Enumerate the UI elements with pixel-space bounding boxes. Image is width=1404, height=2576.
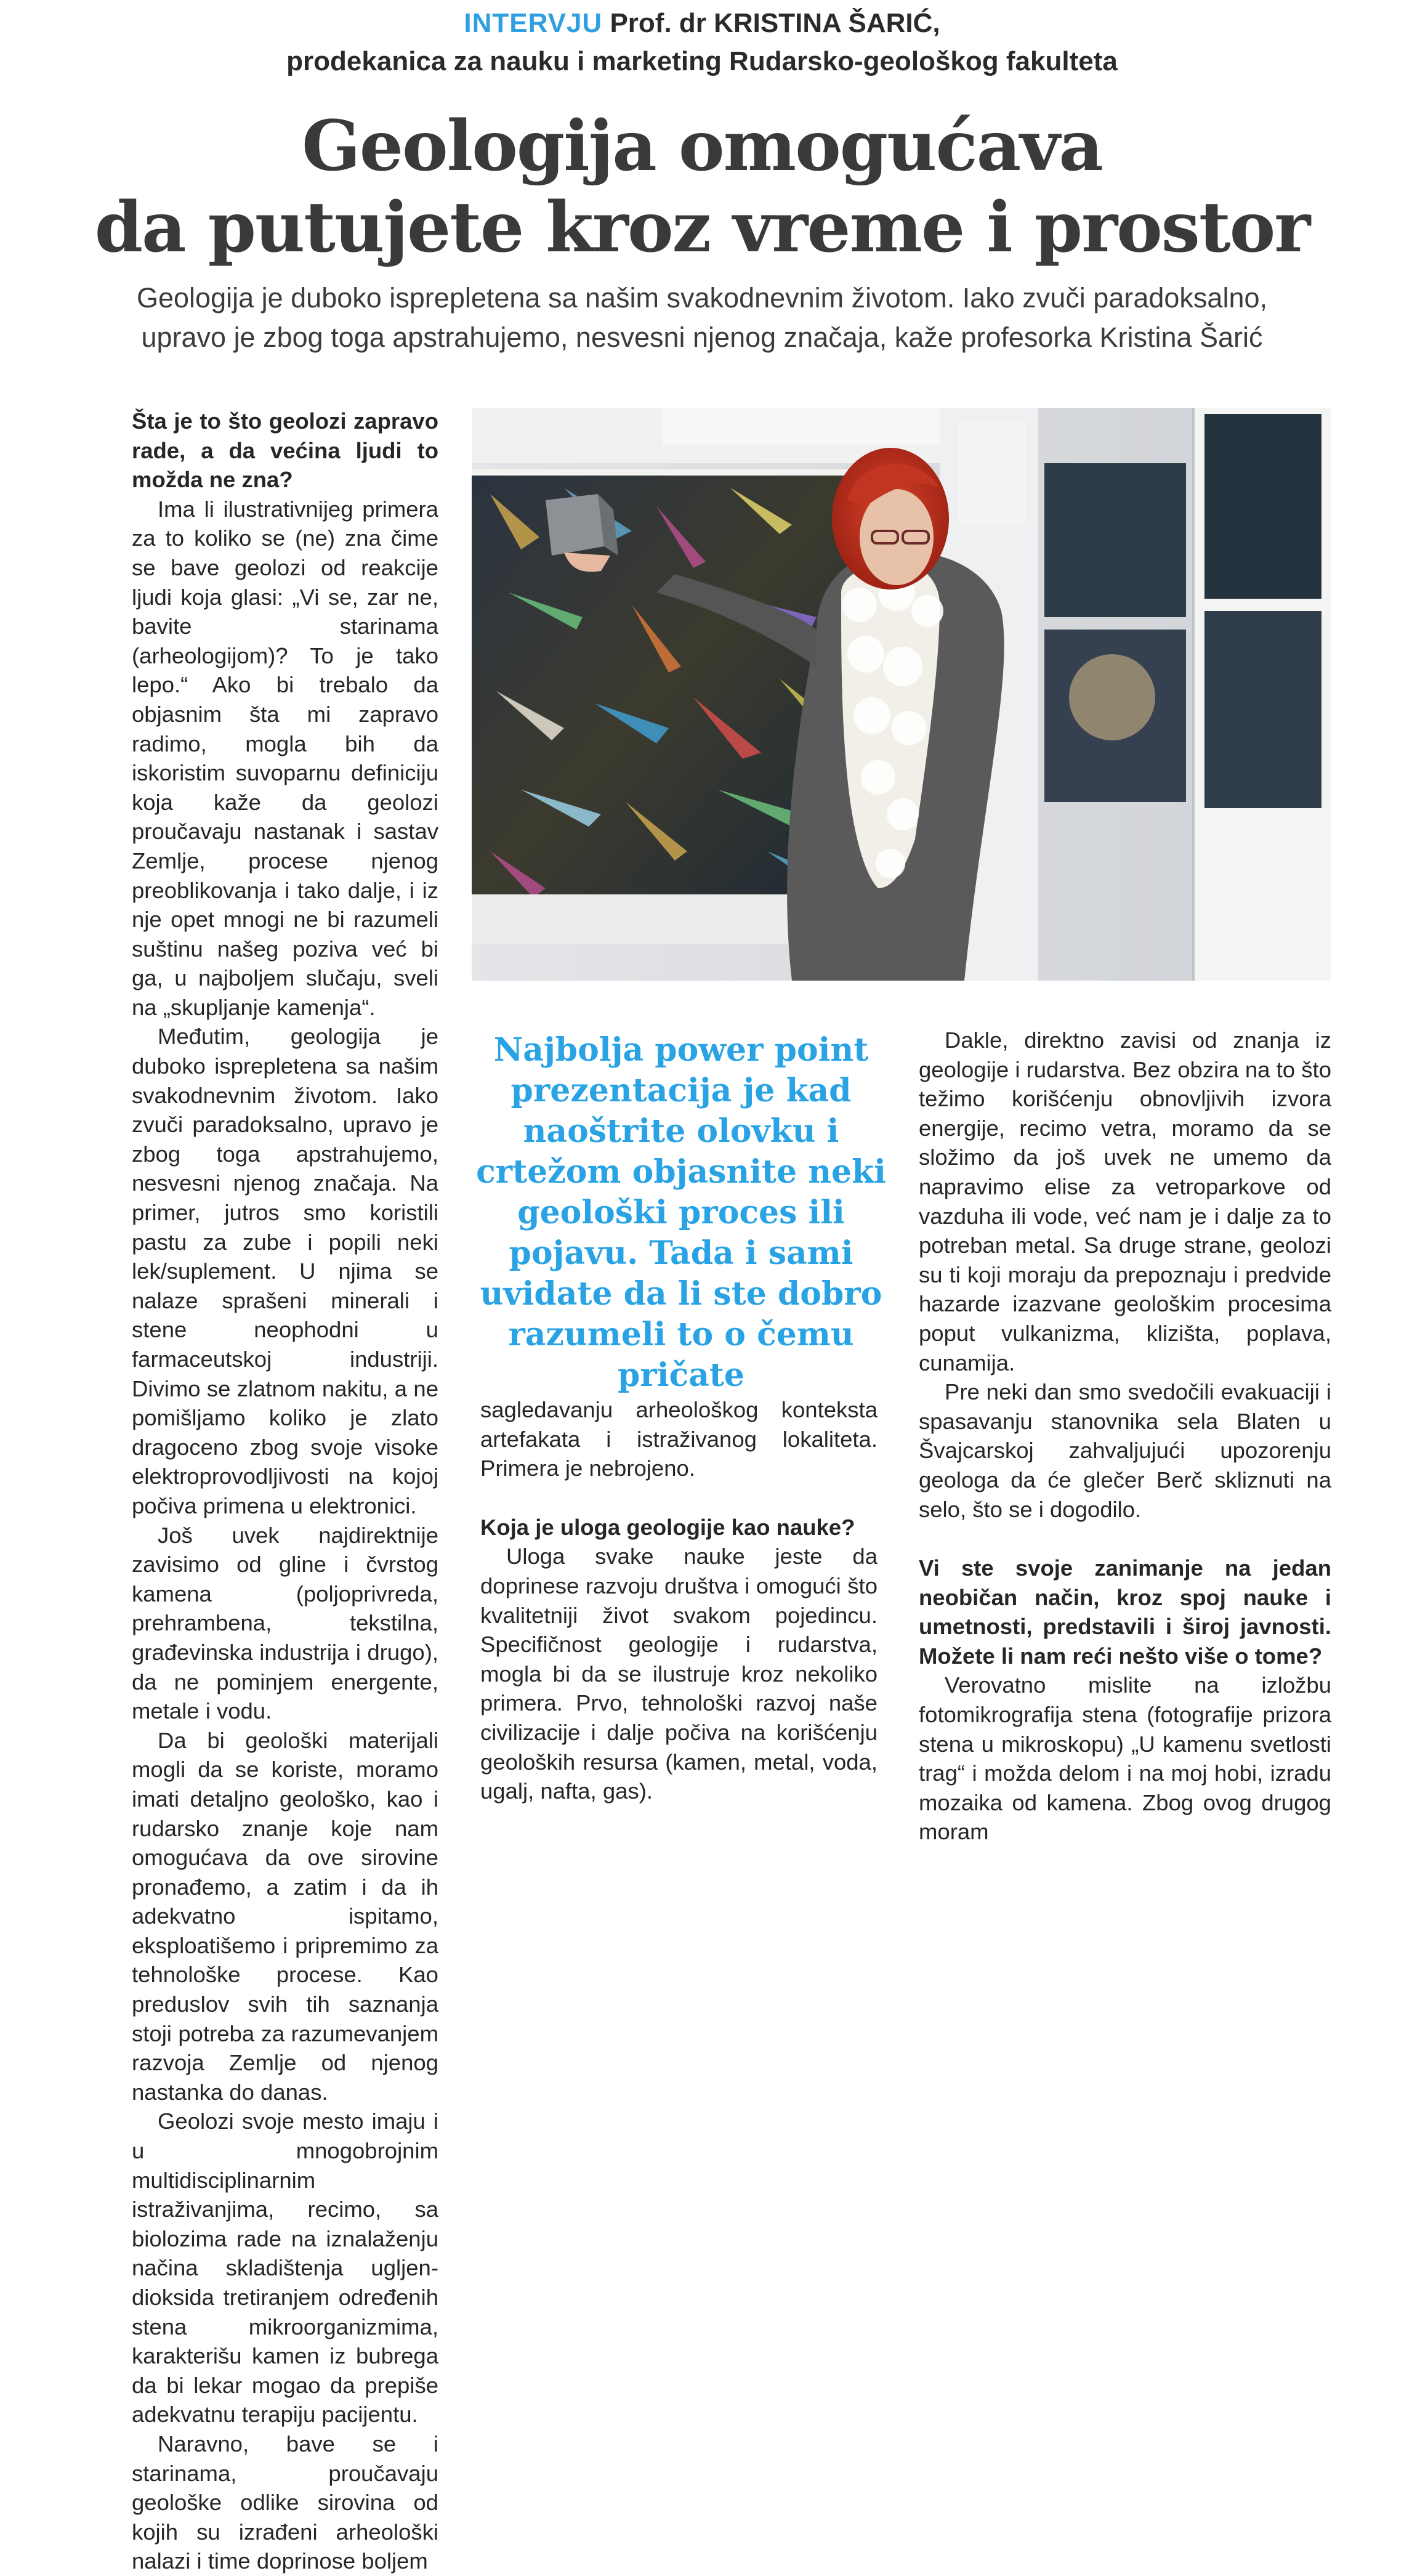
spacer [919, 1524, 1331, 1553]
lede [0, 278, 1404, 357]
paragraph: Da bi geološki materijali mogli da se koriste, moramo imati detaljno geološko, kao i rudarsko znanje koje nam omogućava da ove sirovine pronađemo, a zatim i da ih adekvatno ispitamo, eksploatišemo i pripremimo za tehnološke procese. Kao preduslov svih tih saznanja stoji potreba za razumevanjem razvoja Zemlje od njenog nastanka do danas. [132, 1727, 438, 2105]
question-heading: Koja je uloga geologije kao nauke? [480, 1514, 855, 1540]
kicker-line [0, 6, 1404, 41]
article-column-2 [480, 1395, 878, 1806]
lede-line-1: Geologija je duboko isprepletena sa našim svakodnevnim životom. Iako zvuči paradoksalno, [136, 282, 1267, 314]
headline-line-2: da putujete kroz vreme i prostor [94, 187, 1310, 268]
paragraph: Geolozi svoje mesto imaju i u mnogobrojnim multidisciplinarnim istraživanjima, recimo, sa biolozima rade na iznalaženju načina skladištenja ugljen-dioksida tretiranjem određenih stena mikroorganizmima, karakterišu kamen iz bubrega da bi lekar mogao da prepiše adekvatnu terapiju pacijentu. [132, 2108, 438, 2428]
paragraph: Ima li ilustrativnijeg primera za to koliko se (ne) zna čime se bave geolozi od reakcije ljudi koja glasi: „Vi se, zar ne, bavite starinama (arheologijom)? To je tako lepo.“ Ako bi trebalo da objasnim šta mi zapravo radimo, mogla bih da iskoristim suvoparnu definiciju koja kaže da geolozi proučavaju nastanak i sastav Zemlje, procese njenog preoblikovanja i tako dalje, i iz nje opet mnogi ne bi razumeli suštinu našeg poziva već bi ga, u najboljem slučaju, sveli na „skupljanje kamenja“. [132, 496, 438, 1020]
paragraph: sagledavanju arheološkog konteksta artefakata i istraživanog lokaliteta. Primera je nebrojeno. [480, 1397, 878, 1481]
paragraph: Još uvek najdirektnije zavisimo od gline i čvrstog kamena (poljoprivreda, prehrambena, tekstilna, građevinska industrija i drugo), da ne pominjem energente, metale i vodu. [132, 1522, 438, 1724]
paragraph: Uloga svake nauke jeste da doprinese razvoju društva i omogući što kvalitetniji život svakom pojedincu. Specifičnost geologije i rudarstva, mogla bi da se ilustruje kroz nekoliko primera. Prvo, tehnološki razvoj naše civilizacije i dalje počiva na korišćenju geoloških resursa (kamen, metal, voda, ugalj, nafta, gas). [480, 1544, 878, 1804]
lede-line-2: upravo je zbog toga apstrahujemo, nesvesni njenog značaja, kaže profesorka Kristina Šarić [141, 322, 1263, 353]
paragraph: Međutim, geologija je duboko isprepletena sa našim svakodnevnim životom. Iako zvuči paradoksalno, upravo je zbog toga apstrahujemo, nesvesni njenog značaja. Na primer, jutros smo koristili pastu za zube i popili neki lek/suplement. U njima se nalaze sprašeni minerali i stene neophodni u farmaceutskoj industriji. Divimo se zlatnom nakitu, a ne pomišljamo koliko je zlato dragoceno zbog svoje visoke elektroprovodljivosti na kojoj počiva primena u elektronici. [132, 1024, 438, 1518]
photo-illustration [472, 408, 1331, 981]
interview-photo [472, 408, 1331, 981]
paragraph: Verovatno mislite na izložbu fotomikrografija stena (fotografije prizora stena u mikroskopu) „U kamenu svetlosti trag“ i možda delom i na moj hobi, izradu mozaika od kamena. Zbog ovog drugog moram [919, 1672, 1331, 1845]
question-heading: Vi ste svoje zanimanje na jedan neobičan način, kroz spoj nauke i umetnosti, predstavili i široj javnosti. Možete li nam reći nešto više o tome? [919, 1555, 1331, 1669]
section-label: INTERVJU [464, 8, 603, 38]
interviewee-name: Prof. dr KRISTINA ŠARIĆ, [610, 8, 940, 38]
spacer [480, 1483, 878, 1513]
interviewee-role: prodekanica za nauku i marketing Rudarsko-geološkog fakulteta [286, 46, 1118, 76]
headline [0, 106, 1404, 269]
paragraph: Naravno, bave se i starinama, proučavaju geološke odlike sirovina od kojih su izrađeni arheološki nalazi i time doprinose boljem [132, 2431, 438, 2574]
paragraph: Pre neki dan smo svedočili evakuaciji i spasavanju stanovnika sela Blaten u Švajcarskoj zahvaljujući upozorenju geologa da će glečer Berč skliznuti na selo, što se i dogodilo. [919, 1379, 1331, 1522]
question-heading: Šta je to što geolozi zapravo rade, a da većina ljudi to možda ne zna? [132, 408, 438, 493]
article-column-3 [919, 1026, 1331, 1847]
headline-line-1: Geologija omogućava [302, 106, 1102, 187]
paragraph: Dakle, direktno zavisi od znanja iz geologije i rudarstva. Bez obzira na to što težimo korišćenju obnovljivih izvora energije, recimo vetra, moramo da se složimo da još uvek ne umemo da napravimo elise za vetroparkove od vazduha ili vode, već nam je i dalje za to potreban metal. Sa druge strane, geolozi su ti koji moraju da prepoznaju i predvide hazarde izazvane geološkim procesima poput vulkanizma, klizišta, poplava, cunamija. [919, 1027, 1331, 1375]
article-column-1 [132, 407, 438, 2576]
pull-quote: Najbolja power point prezentacija je kad naoštrite olovku i crtežom objasnite neki geološki proces ili pojavu. Tada i sami uvidate da li ste dobro razumeli to o čemu pričate [476, 1031, 886, 1394]
